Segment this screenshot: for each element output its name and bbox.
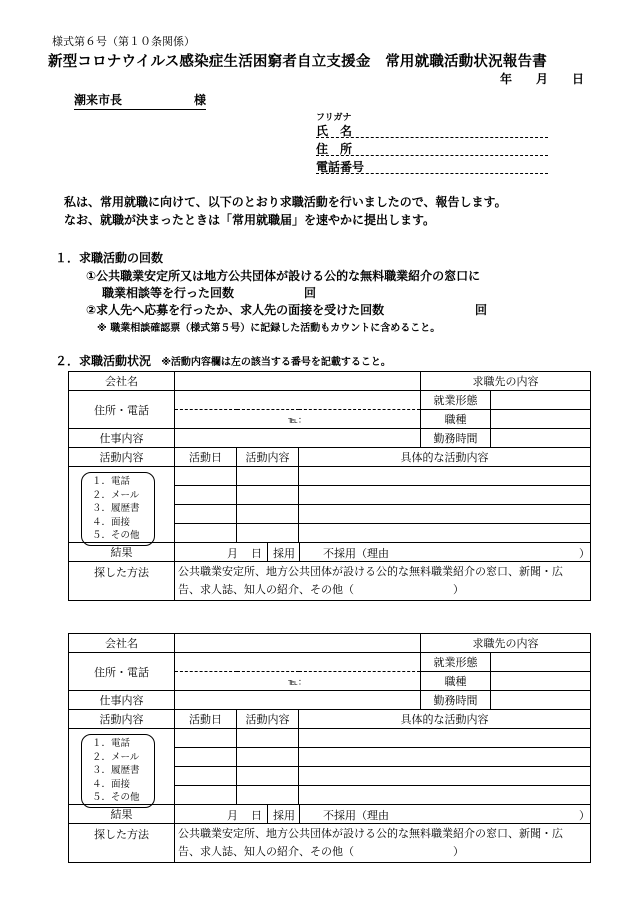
address-phone-label: 住所・電話 [69,391,175,429]
code-phone: １．電話 [92,476,131,487]
address-label: 住 所 [316,142,353,156]
code-interview: ４．面接 [92,516,131,528]
job-details-label: 求職先の内容 [421,634,591,653]
activity-date-input[interactable] [175,467,237,486]
activity-type-input[interactable] [237,486,299,505]
work-hours-input[interactable] [491,429,591,448]
activity-table-1 [68,371,591,601]
form-number: 様式第６号（第１０条関係） [52,35,195,48]
activity-type-input[interactable] [237,767,299,786]
activity-codes-cell [69,729,175,805]
job-content-label: 仕事内容 [69,691,175,710]
activity-date-header: 活動日 [175,710,237,729]
section1-item1-line1: ①公共職業安定所又は地方公共団体が設ける公的な無料職業紹介の窓口に [86,269,481,283]
result-day: 日 [251,809,262,822]
job-content-input[interactable] [175,429,421,448]
code-email: ２．メール [92,751,140,763]
name-label: 氏 名 [316,124,353,138]
result-input[interactable] [175,543,591,562]
applicant-name-field[interactable] [316,122,548,138]
activity-label: 活動内容 [69,710,175,729]
work-hours-input[interactable] [491,691,591,710]
activity-date-input[interactable] [175,786,237,805]
method-label: 探した方法 [69,824,175,863]
page-title: 新型コロナウイルス感染症生活困窮者自立支援金 常用就職活動状況報告書 [48,54,547,70]
result-close-paren: ） [579,547,590,560]
applicant-phone-field[interactable] [316,158,548,174]
activity-type-input[interactable] [237,729,299,748]
section2-heading [55,352,391,369]
activity-detail-input[interactable] [299,786,591,805]
method-label: 探した方法 [69,562,175,601]
address-input[interactable] [175,391,421,410]
activity-table-2 [68,633,591,863]
activity-date-input[interactable] [175,767,237,786]
date-year: 年 [500,72,513,86]
section1-note: ※ 職業相談確認票（様式第５号）に記録した活動もカウントに含めること。 [97,323,441,334]
employment-type-label: 就業形態 [421,391,491,410]
company-input[interactable] [175,372,421,391]
code-email: ２．メール [92,489,140,501]
method-input[interactable] [175,562,591,601]
addressee-name: 潮来市長 [74,93,123,107]
date-day: 日 [572,72,585,86]
applicant-address-field[interactable] [316,140,548,156]
not-hired-option[interactable]: 不採用（理由 [323,547,389,560]
code-interview: ４．面接 [92,778,131,790]
job-content-input[interactable] [175,691,421,710]
method-line-2: 告、求人誌、知人の紹介、その他（ ） [178,845,464,858]
method-line-1: 公共職業安定所、地方公共団体が設ける公的な無料職業紹介の窓口、新聞・広 [178,565,563,578]
activity-detail-input[interactable] [299,748,591,767]
report-date[interactable] [500,70,608,87]
tel-input[interactable] [175,672,421,691]
company-input[interactable] [175,634,421,653]
section1-item1-count[interactable]: 回 [304,286,317,300]
hired-option[interactable]: 採用 [273,809,295,822]
section1-item1-line2: 職業相談等を行った回数 [102,286,235,300]
occupation-label: 職種 [421,410,491,429]
section1-item2-count[interactable]: 回 [475,303,488,317]
addressee-suffix: 様 [193,93,206,107]
activity-type-header: 活動内容 [237,448,299,467]
section2-note: ※活動内容欄は左の該当する番号を記載すること。 [161,357,391,368]
date-month: 月 [536,72,549,86]
furigana-label: フリガナ [316,113,352,123]
tel-label: ℡： [288,677,307,688]
activity-type-input[interactable] [237,786,299,805]
work-hours-label: 勤務時間 [421,691,491,710]
activity-type-input[interactable] [237,467,299,486]
company-label: 会社名 [69,634,175,653]
section2-title: ２．求職活動状況 [55,354,152,368]
activity-codes-legend [81,734,155,808]
code-resume: ３．履歴書 [92,765,140,777]
job-content-label: 仕事内容 [69,429,175,448]
activity-codes-legend [81,472,155,546]
code-other: ５．その他 [92,530,140,542]
code-resume: ３．履歴書 [92,503,140,515]
activity-date-input[interactable] [175,505,237,524]
address-input[interactable] [175,653,421,672]
occupation-input[interactable] [491,672,591,691]
work-hours-label: 勤務時間 [421,429,491,448]
result-label: 結果 [69,543,175,562]
hired-option[interactable]: 採用 [273,547,295,560]
result-day: 日 [251,547,262,560]
activity-date-input[interactable] [175,748,237,767]
tel-label: ℡： [288,415,307,426]
result-month: 月 [227,547,238,560]
intro-line-1: 私は、常用就職に向けて、以下のとおり求職活動を行いましたので、報告します。 [64,195,507,209]
employment-type-input[interactable] [491,391,591,410]
activity-type-input[interactable] [237,748,299,767]
activity-detail-header: 具体的な活動内容 [299,448,591,467]
employment-type-input[interactable] [491,653,591,672]
result-close-paren: ） [579,809,590,822]
method-input[interactable] [175,824,591,863]
activity-detail-input[interactable] [299,524,591,543]
activity-detail-header: 具体的な活動内容 [299,710,591,729]
occupation-input[interactable] [491,410,591,429]
activity-type-header: 活動内容 [237,710,299,729]
method-line-2: 告、求人誌、知人の紹介、その他（ ） [178,583,464,596]
code-other: ５．その他 [92,792,140,804]
code-phone: １．電話 [92,738,131,749]
result-input[interactable] [175,805,591,824]
activity-type-input[interactable] [237,524,299,543]
employment-type-label: 就業形態 [421,653,491,672]
occupation-label: 職種 [421,672,491,691]
activity-label: 活動内容 [69,448,175,467]
addressee [74,91,206,110]
job-details-label: 求職先の内容 [421,372,591,391]
activity-detail-input[interactable] [299,505,591,524]
company-label: 会社名 [69,372,175,391]
section1-heading: １．求職活動の回数 [55,251,164,265]
activity-date-input[interactable] [175,524,237,543]
activity-date-input[interactable] [175,729,237,748]
tel-input[interactable] [175,410,421,429]
activity-detail-input[interactable] [299,729,591,748]
method-line-1: 公共職業安定所、地方公共団体が設ける公的な無料職業紹介の窓口、新聞・広 [178,827,563,840]
phone-label: 電話番号 [316,160,365,174]
activity-codes-cell [69,467,175,543]
activity-type-input[interactable] [237,505,299,524]
activity-detail-input[interactable] [299,467,591,486]
result-label: 結果 [69,805,175,824]
address-phone-label: 住所・電話 [69,653,175,691]
section1-item2: ②求人先へ応募を行ったか、求人先の面接を受けた回数 [86,303,385,317]
activity-date-input[interactable] [175,486,237,505]
not-hired-option[interactable]: 不採用（理由 [323,809,389,822]
activity-detail-input[interactable] [299,486,591,505]
intro-line-2: なお、就職が決まったときは「常用就職届」を速やかに提出します。 [64,213,436,227]
activity-date-header: 活動日 [175,448,237,467]
activity-detail-input[interactable] [299,767,591,786]
result-month: 月 [227,809,238,822]
